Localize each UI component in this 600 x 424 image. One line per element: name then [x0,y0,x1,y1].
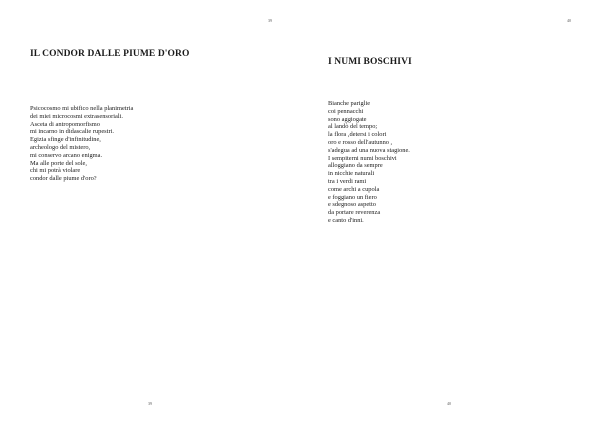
poem-line: Egizia sfinge d'infinitudine, [30,136,101,144]
poem-title: IL CONDOR DALLE PIUME D'ORO [30,49,190,59]
poem-line: mi incarno in didascalie rupestri. [30,128,114,136]
poem-line: chi mi potrà violare [30,167,81,175]
poem-line: in nicchie naturali [328,170,375,178]
page-number-top: 39 [268,18,272,23]
poem-line: mi conservo arcano enigma. [30,151,103,159]
poem-title: I NUMI BOSCHIVI [328,57,412,67]
poem-line: da portare reverenza [328,209,381,217]
poem-text [328,100,410,225]
poem-line: coi pennacchi [328,107,364,115]
poem-line: come archi a cupola [328,185,380,193]
poem-line: e sdegnoso aspetto [328,201,376,209]
poem-line: s'adegua ad una nuova stagione. [328,146,410,154]
poem-text [30,105,133,183]
poem-line: la flora ,detersi i colori [328,131,387,139]
poem-line: Psicocosmo mi ubifico nella planimetria [30,105,134,112]
right-page [300,0,600,424]
poem-line: condor dalle piume d'oro? [30,175,97,183]
poem-line: Ma alle porte del sole, [30,159,87,167]
poem-line: oro e rosso dell'autunno , [328,138,393,146]
poem-line: tra i verdi rami [328,177,367,185]
poem-line: sono aggiogate [328,115,367,123]
poem-line: e foggiano un fiero [328,193,377,201]
poem-line: dei miei microcosmi extrasensoriali. [30,112,123,120]
poem-line: alloggiano da sempre [328,162,383,170]
page-number-bottom: 39 [148,401,152,406]
poem-line: al landò del tempo; [328,123,378,131]
poem-line: Bianche pariglie [328,100,371,107]
page-number-top: 40 [567,18,571,23]
poem-line: archeologo del mistero, [30,143,91,151]
poem-line: Asceta di antropomorfismo [30,120,100,128]
poem-line: I sempiterni numi boschivi [328,154,397,162]
page-number-bottom: 40 [447,401,451,406]
poem-line: e canto d'inni. [328,216,364,224]
